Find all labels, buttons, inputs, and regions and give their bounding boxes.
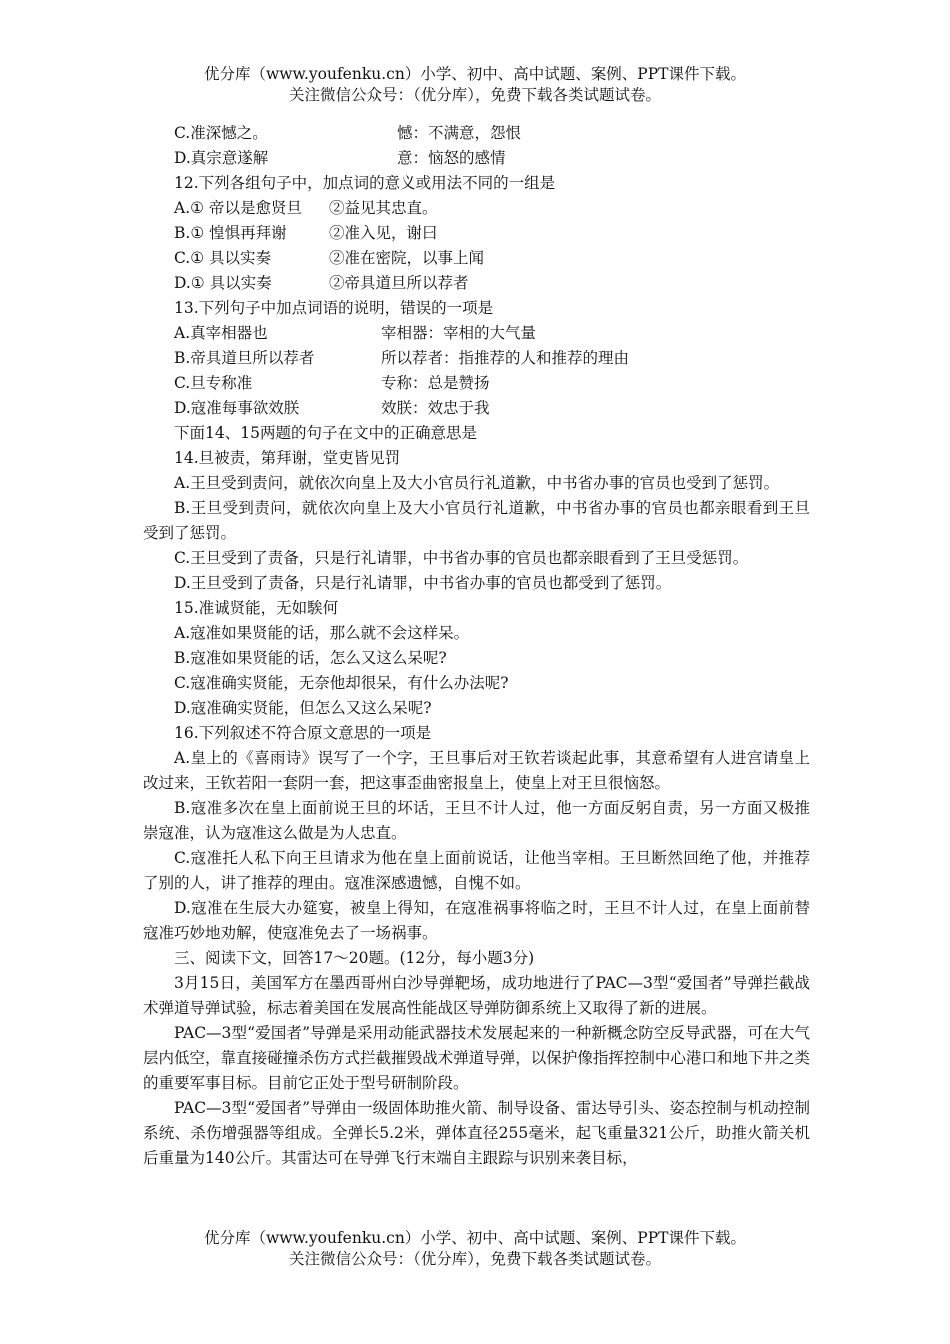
- page-footer: [0, 1228, 950, 1270]
- q15-stem: 15.准诚贤能，无如騃何: [174, 599, 339, 617]
- option-part-1: A.① 帝以是愈贤旦: [174, 199, 302, 217]
- q14-stem: 14.旦被责，第拜谢，堂吏皆见罚: [174, 449, 401, 467]
- option-part-2: ②帝具道旦所以荐者: [329, 274, 469, 292]
- option-explanation: 所以荐者：指推荐的人和推荐的理由: [381, 349, 630, 367]
- option-part-1: C.① 具以实奏: [174, 249, 272, 267]
- option-explanation: 憾：不满意，怨恨: [397, 124, 522, 142]
- option-text: D.真宗意遂解: [174, 149, 269, 167]
- option-explanation: 意：恼怒的感情: [397, 149, 506, 167]
- option-part-1: B.① 惶惧再拜谢: [174, 224, 287, 242]
- q15-option-d: D.寇准确实贤能，但怎么又这么呆呢?: [174, 699, 432, 717]
- q11-option-d: [143, 146, 810, 171]
- q13-stem: 13.下列句子中加点词语的说明，错误的一项是: [174, 299, 494, 317]
- option-part-2: ②益见其忠直。: [329, 199, 438, 217]
- q13-option-b: [143, 346, 810, 371]
- q12-option-b: [143, 221, 810, 246]
- header-line-2: 关注微信公众号：（优分库），免费下载各类试题试卷。: [288, 86, 661, 104]
- option-part-2: ②准入见，谢曰: [329, 224, 438, 242]
- q14-option-d: D.王旦受到了责备，只是行礼请罪，中书省办事的官员也都受到了惩罚。: [174, 574, 672, 592]
- q16-stem: 16.下列叙述不符合原文意思的一项是: [174, 724, 432, 742]
- q15-option-b: B.寇准如果贤能的话，怎么又这么呆呢?: [174, 649, 447, 667]
- option-part-2: ②准在密院，以事上闻: [329, 249, 485, 267]
- option-text: B.帝具道旦所以荐者: [174, 349, 315, 367]
- q12-stem: 12.下列各组句子中，加点词的意义或用法不同的一组是: [174, 174, 556, 192]
- q16-option-b: B.寇准多次在皇上面前说王旦的坏话，王旦不计人过，他一方面反躬自责，另一方面又极推崇寇准，认为寇准这么做是为人忠直。: [143, 799, 810, 842]
- q12-option-d: [143, 271, 810, 296]
- footer-line-2: 关注微信公众号：（优分库），免费下载各类试题试卷。: [288, 1250, 661, 1268]
- option-text: C.准深憾之。: [174, 124, 268, 142]
- section-3-paragraph-3: PAC—3型“爱国者”导弹由一级固体助推火箭、制导设备、雷达导引头、姿态控制与机动控制系统、杀伤增强器等组成。全弹长5.2米，弹体直径255毫米，起飞重量321公斤，助推火箭关机后重量为140公斤。其雷达可在导弹飞行末端自主跟踪与识别来袭目标，: [143, 1099, 810, 1167]
- q13-option-c: [143, 371, 810, 396]
- option-text: D.寇准每事欲效朕: [174, 399, 300, 417]
- q16-option-c: C.寇准托人私下向王旦请求为他在皇上面前说话，让他当宰相。王旦断然回绝了他，并推荐了别的人，讲了推荐的理由。寇准深感遗憾，自愧不如。: [143, 849, 810, 892]
- q14-option-a: A.王旦受到责问，就依次向皇上及大小官员行礼道歉，中书省办事的官员也受到了惩罚。: [174, 474, 780, 492]
- q15-option-c: C.寇准确实贤能，无奈他却很呆，有什么办法呢?: [174, 674, 509, 692]
- q12-option-c: [143, 246, 810, 271]
- q11-option-c: [143, 121, 810, 146]
- document-body: [143, 121, 810, 1171]
- q16-option-a: A.皇上的《喜雨诗》误写了一个字，王旦事后对王钦若谈起此事，其意希望有人进宫请皇上改过来，王钦若阳一套阴一套，把这事歪曲密报皇上，使皇上对王旦很恼怒。: [143, 749, 810, 792]
- q14-option-b: B.王旦受到责问，就依次向皇上及大小官员行礼道歉，中书省办事的官员也都亲眼看到王旦受到了惩罚。: [143, 499, 810, 542]
- q14-15-intro: 下面14、15两题的句子在文中的正确意思是: [174, 424, 477, 442]
- section-3-paragraph-2: PAC—3型“爱国者”导弹是采用动能武器技术发展起来的一种新概念防空反导武器，可在大气层内低空，靠直接碰撞杀伤方式拦截摧毁战术弹道导弹，以保护像指挥控制中心港口和地下井之类的重要军事目标。目前它正处于型号研制阶段。: [143, 1024, 810, 1092]
- option-part-1: D.① 具以实奏: [174, 274, 272, 292]
- q13-option-a: [143, 321, 810, 346]
- header-line-1: 优分库（www.youfenku.cn）小学、初中、高中试题、案例、PPT课件下载。: [203, 65, 747, 83]
- q14-option-c: C.王旦受到了责备，只是行礼请罪，中书省办事的官员也都亲眼看到了王旦受惩罚。: [174, 549, 749, 567]
- section-3-title: 三、阅读下文，回答17～20题。(12分，每小题3分): [174, 949, 535, 967]
- page-header: [0, 64, 950, 106]
- footer-line-1: 优分库（www.youfenku.cn）小学、初中、高中试题、案例、PPT课件下载。: [203, 1229, 747, 1247]
- section-3-paragraph-1: 3月15日，美国军方在墨西哥州白沙导弹靶场，成功地进行了PAC—3型“爱国者”导弹拦截战术弹道导弹试验，标志着美国在发展高性能战区导弹防御系统上又取得了新的进展。: [143, 974, 810, 1017]
- option-explanation: 专称：总是赞扬: [381, 374, 490, 392]
- q16-option-d: D.寇准在生辰大办筵宴，被皇上得知，在寇准祸事将临之时，王旦不计人过，在皇上面前替寇准巧妙地劝解，使寇准免去了一场祸事。: [143, 899, 810, 942]
- option-explanation: 效朕：效忠于我: [381, 399, 490, 417]
- option-text: C.旦专称准: [174, 374, 253, 392]
- q15-option-a: A.寇准如果贤能的话，那么就不会这样呆。: [174, 624, 470, 642]
- option-explanation: 宰相器：宰相的大气量: [381, 324, 537, 342]
- q12-option-a: [143, 196, 810, 221]
- q13-option-d: [143, 396, 810, 421]
- option-text: A.真宰相器也: [174, 324, 268, 342]
